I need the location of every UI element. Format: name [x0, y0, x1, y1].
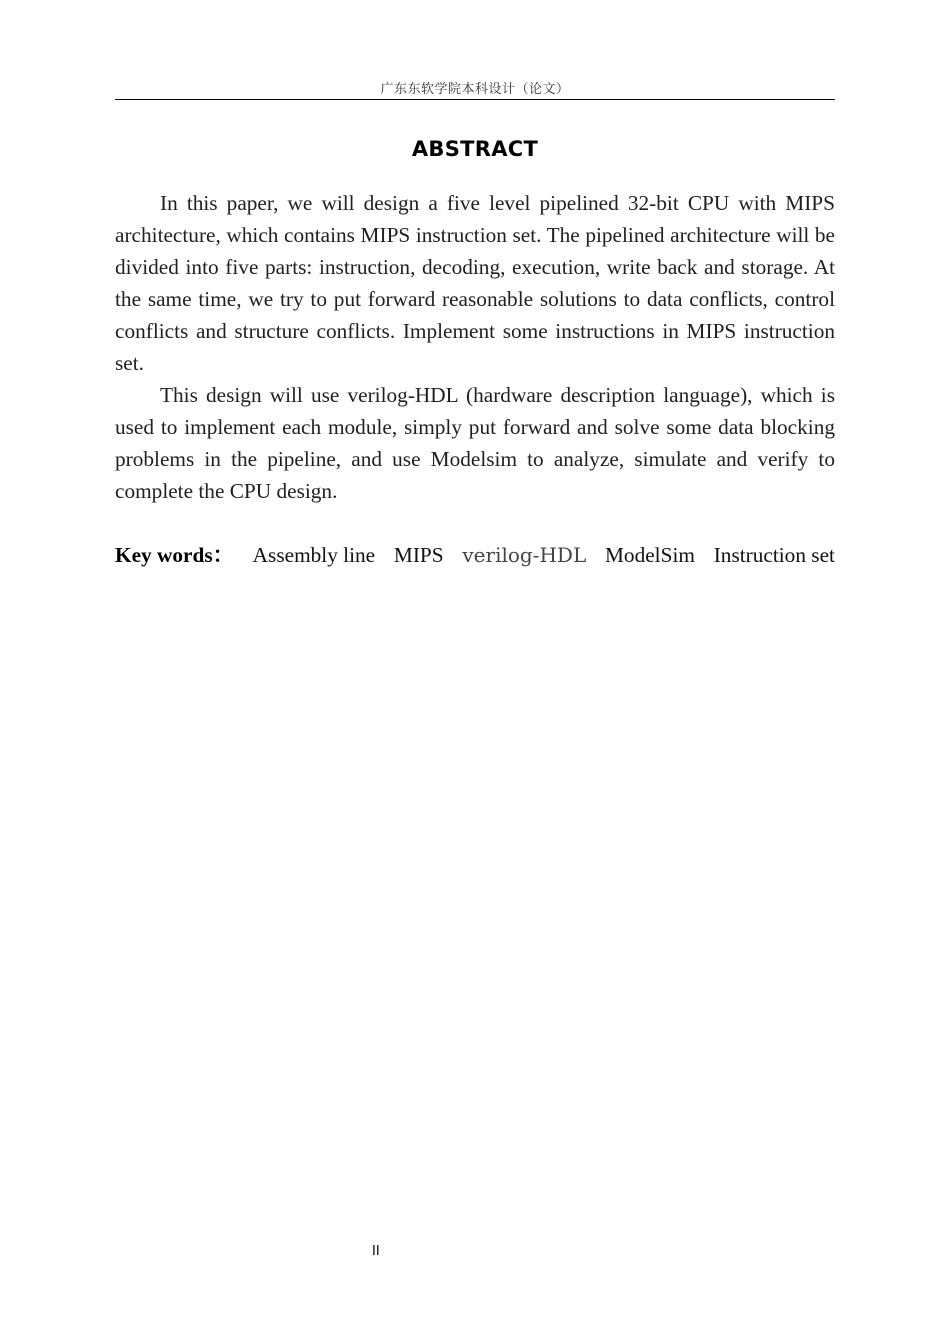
abstract-body: [115, 187, 835, 507]
keyword-item: Assembly line: [252, 543, 376, 567]
abstract-paragraph-2: This design will use verilog-HDL (hardware description language), which is used to implement each module, simply put forward and solve some data blocking problems in the pipeline, and use Modelsim to analyze, simulate and verify to complete the CPU design.: [115, 383, 835, 503]
keywords-label: Key words：: [115, 543, 234, 567]
keyword-item: ModelSim: [605, 543, 695, 567]
abstract-title: ABSTRACT: [411, 137, 539, 161]
keyword-item: verilog-HDL: [462, 543, 587, 567]
page-number: II: [372, 1244, 380, 1259]
running-header: 广东东软学院本科设计（论文）: [380, 82, 570, 97]
abstract-paragraph-1: In this paper, we will design a five level pipelined 32-bit CPU with MIPS architecture, which contains MIPS instruction set. The pipelined architecture will be divided into five parts: instruction, decoding, execution, write back and storage. At the same time, we try to put forward reasonable solutions to data conflicts, control conflicts and structure conflicts. Implement some instructions in MIPS instruction set.: [115, 191, 835, 375]
keyword-item: Instruction set: [713, 543, 835, 567]
header-rule: [115, 99, 835, 100]
keyword-item: MIPS: [393, 543, 444, 567]
keywords-line: [115, 539, 835, 571]
